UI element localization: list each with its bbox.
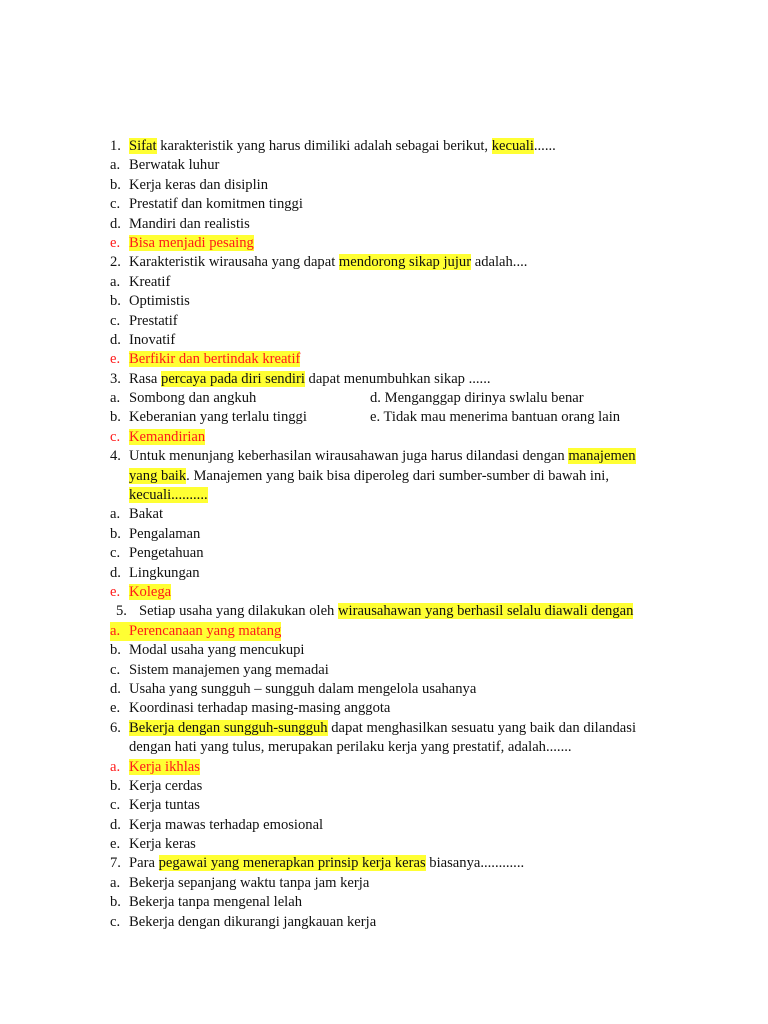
option [110, 661, 670, 680]
option-label: c. [110, 196, 121, 213]
highlight: mendorong sikap jujur [338, 254, 472, 271]
option-label: d. [110, 331, 121, 348]
option-label: c. [110, 545, 121, 562]
question-text: karakteristik yang harus dimiliki adalah sebagai berikut, [156, 138, 492, 154]
question-text: Para [129, 855, 159, 872]
option-label: d. [110, 564, 121, 581]
option-label: a. [110, 758, 121, 775]
option [110, 195, 670, 214]
option-label: e. [110, 836, 121, 853]
question-text: Untuk menunjang keberhasilan wirausahawan juga harus dilandasi dengan [129, 448, 569, 465]
option [110, 312, 670, 331]
option-label: b. [110, 777, 121, 794]
option-text: e. Tidak mau menerima bantuan orang lain [370, 409, 621, 426]
question-number: 5. [116, 603, 127, 620]
answer-text: Perencanaan yang matang [129, 622, 282, 639]
option-text: Lingkungan [129, 564, 200, 581]
question-text: Karakteristik wirausaha yang dapat [129, 254, 339, 271]
option-text: Sistem manajemen yang memadai [129, 661, 329, 678]
option [110, 292, 670, 311]
question-1 [110, 137, 670, 156]
option-text: Kerja cerdas [129, 777, 203, 794]
option-label: c. [110, 661, 121, 678]
option-label: a. [110, 157, 121, 174]
option-label: d. [110, 816, 121, 833]
highlight: .......... [171, 487, 208, 504]
option-label: c. [110, 913, 121, 930]
option [110, 215, 670, 234]
highlight: kecuali [129, 487, 172, 504]
option-label: a. [110, 273, 121, 290]
highlight: Bekerja dengan sungguh-sungguh [129, 719, 328, 736]
highlight: Sifat [129, 138, 157, 154]
option [110, 893, 670, 912]
option-label: d. [110, 680, 121, 697]
option-text: Inovatif [129, 331, 176, 348]
option-text: Modal usaha yang mencukupi [129, 642, 305, 659]
option [110, 156, 670, 175]
question-text: . Manajemen yang baik bisa diperoleg dari sumber-sumber di bawah ini, [186, 467, 609, 484]
option-text: Berwatak luhur [129, 157, 220, 174]
highlight: percaya pada diri sendiri [161, 370, 305, 387]
option-text: Bekerja sepanjang waktu tanpa jam kerja [129, 874, 370, 891]
question-6-continued [110, 738, 670, 757]
option [110, 796, 670, 815]
option-label: c. [110, 428, 121, 445]
question-number: 4. [110, 448, 121, 465]
option-text: Bakat [129, 506, 164, 523]
option-label: a. [110, 506, 121, 523]
option [110, 641, 670, 660]
question-text: adalah.... [471, 254, 528, 271]
question-3 [110, 370, 670, 389]
option-text: Pengalaman [129, 525, 201, 542]
option-text: Prestatif [129, 312, 178, 329]
question-text: biasanya............ [425, 855, 525, 872]
answer-text: Berfikir dan bertindak kreatif [129, 351, 301, 368]
answer-text: Bisa menjadi pesaing [129, 234, 254, 251]
answer-option [110, 758, 670, 777]
question-number: 6. [110, 719, 121, 736]
option-label: d. [110, 215, 121, 232]
option-label: a. [110, 874, 121, 891]
answer-option [110, 428, 670, 447]
option [110, 544, 670, 563]
option [110, 680, 670, 699]
option-text: Kreatif [129, 273, 171, 290]
answer-text: Kerja ikhlas [129, 758, 200, 775]
question-number: 1. [110, 138, 121, 154]
option-label: b. [110, 176, 121, 193]
question-text: Setiap usaha yang dilakukan oleh [139, 603, 338, 620]
highlight: pegawai yang menerapkan prinsip kerja keras [158, 855, 426, 872]
question-4 [110, 447, 670, 466]
highlight: manajemen [568, 448, 636, 465]
option-label: e. [110, 351, 121, 368]
option-text: Optimistis [129, 293, 190, 310]
option-label: c. [110, 797, 121, 814]
highlight: kecuali [491, 138, 534, 154]
question-text: ...... [533, 138, 556, 154]
option-text: Kerja keras [129, 836, 196, 853]
answer-text: Kemandirian [129, 428, 206, 445]
option [110, 816, 670, 835]
answer-option [110, 234, 670, 253]
option [110, 874, 670, 893]
question-6 [110, 719, 670, 738]
question-4-continued [110, 467, 670, 486]
option [110, 699, 670, 718]
answer-option [110, 350, 670, 369]
option [110, 777, 670, 796]
option-text: Mandiri dan realistis [129, 215, 250, 232]
question-text: dapat menumbuhkan sikap ...... [304, 370, 491, 387]
option-text: Prestatif dan komitmen tinggi [129, 196, 303, 213]
option-label: b. [110, 642, 121, 659]
option [110, 913, 670, 932]
option-row [110, 389, 670, 408]
answer-text: Kolega [129, 583, 172, 600]
option-label: b. [110, 525, 121, 542]
option-text: Pengetahuan [129, 545, 204, 562]
option-row [110, 408, 670, 427]
option-label: c. [110, 312, 121, 329]
question-number: 7. [110, 855, 121, 872]
question-number: 2. [110, 254, 121, 271]
option [110, 331, 670, 350]
question-text: Rasa [129, 370, 162, 387]
option-label: e. [110, 700, 121, 717]
option-label: e. [110, 234, 121, 251]
option-label: a. [110, 390, 121, 407]
option [110, 176, 670, 195]
option-text: Bekerja dengan dikurangi jangkauan kerja [129, 913, 377, 930]
option-label: b. [110, 409, 121, 426]
highlight: yang baik [129, 467, 187, 484]
option-text: Koordinasi terhadap masing-masing anggota [129, 700, 391, 717]
question-4-continued [110, 486, 670, 505]
option-label: b. [110, 894, 121, 911]
question-text: dapat menghasilkan sesuatu yang baik dan dilandasi [327, 719, 637, 736]
option-text: Kerja mawas terhadap emosional [129, 816, 324, 833]
question-5 [110, 602, 670, 621]
question-list [110, 137, 670, 932]
question-number: 3. [110, 370, 121, 387]
option-label: a. [110, 622, 121, 639]
question-text: dengan hati yang tulus, merupakan perilaku kerja yang prestatif, adalah....... [129, 739, 572, 756]
option-label: e. [110, 583, 121, 600]
option-text: Sombong dan angkuh [129, 390, 257, 407]
option-text: Kerja tuntas [129, 797, 200, 814]
option-text: Keberanian yang terlalu tinggi [129, 409, 307, 426]
option-text: Kerja keras dan disiplin [129, 176, 269, 193]
option [110, 505, 670, 524]
option [110, 564, 670, 583]
option [110, 835, 670, 854]
answer-option [110, 622, 281, 641]
question-7 [110, 854, 670, 873]
option-text: Usaha yang sungguh – sungguh dalam mengelola usahanya [129, 680, 477, 697]
option-text: Bekerja tanpa mengenal lelah [129, 894, 303, 911]
option [110, 525, 670, 544]
option-text: d. Menganggap dirinya swlalu benar [370, 390, 584, 407]
question-2 [110, 253, 670, 272]
option-label: b. [110, 293, 121, 310]
answer-option [110, 583, 670, 602]
highlight: wirausahawan yang berhasil selalu diawali dengan [338, 603, 634, 620]
option [110, 273, 670, 292]
